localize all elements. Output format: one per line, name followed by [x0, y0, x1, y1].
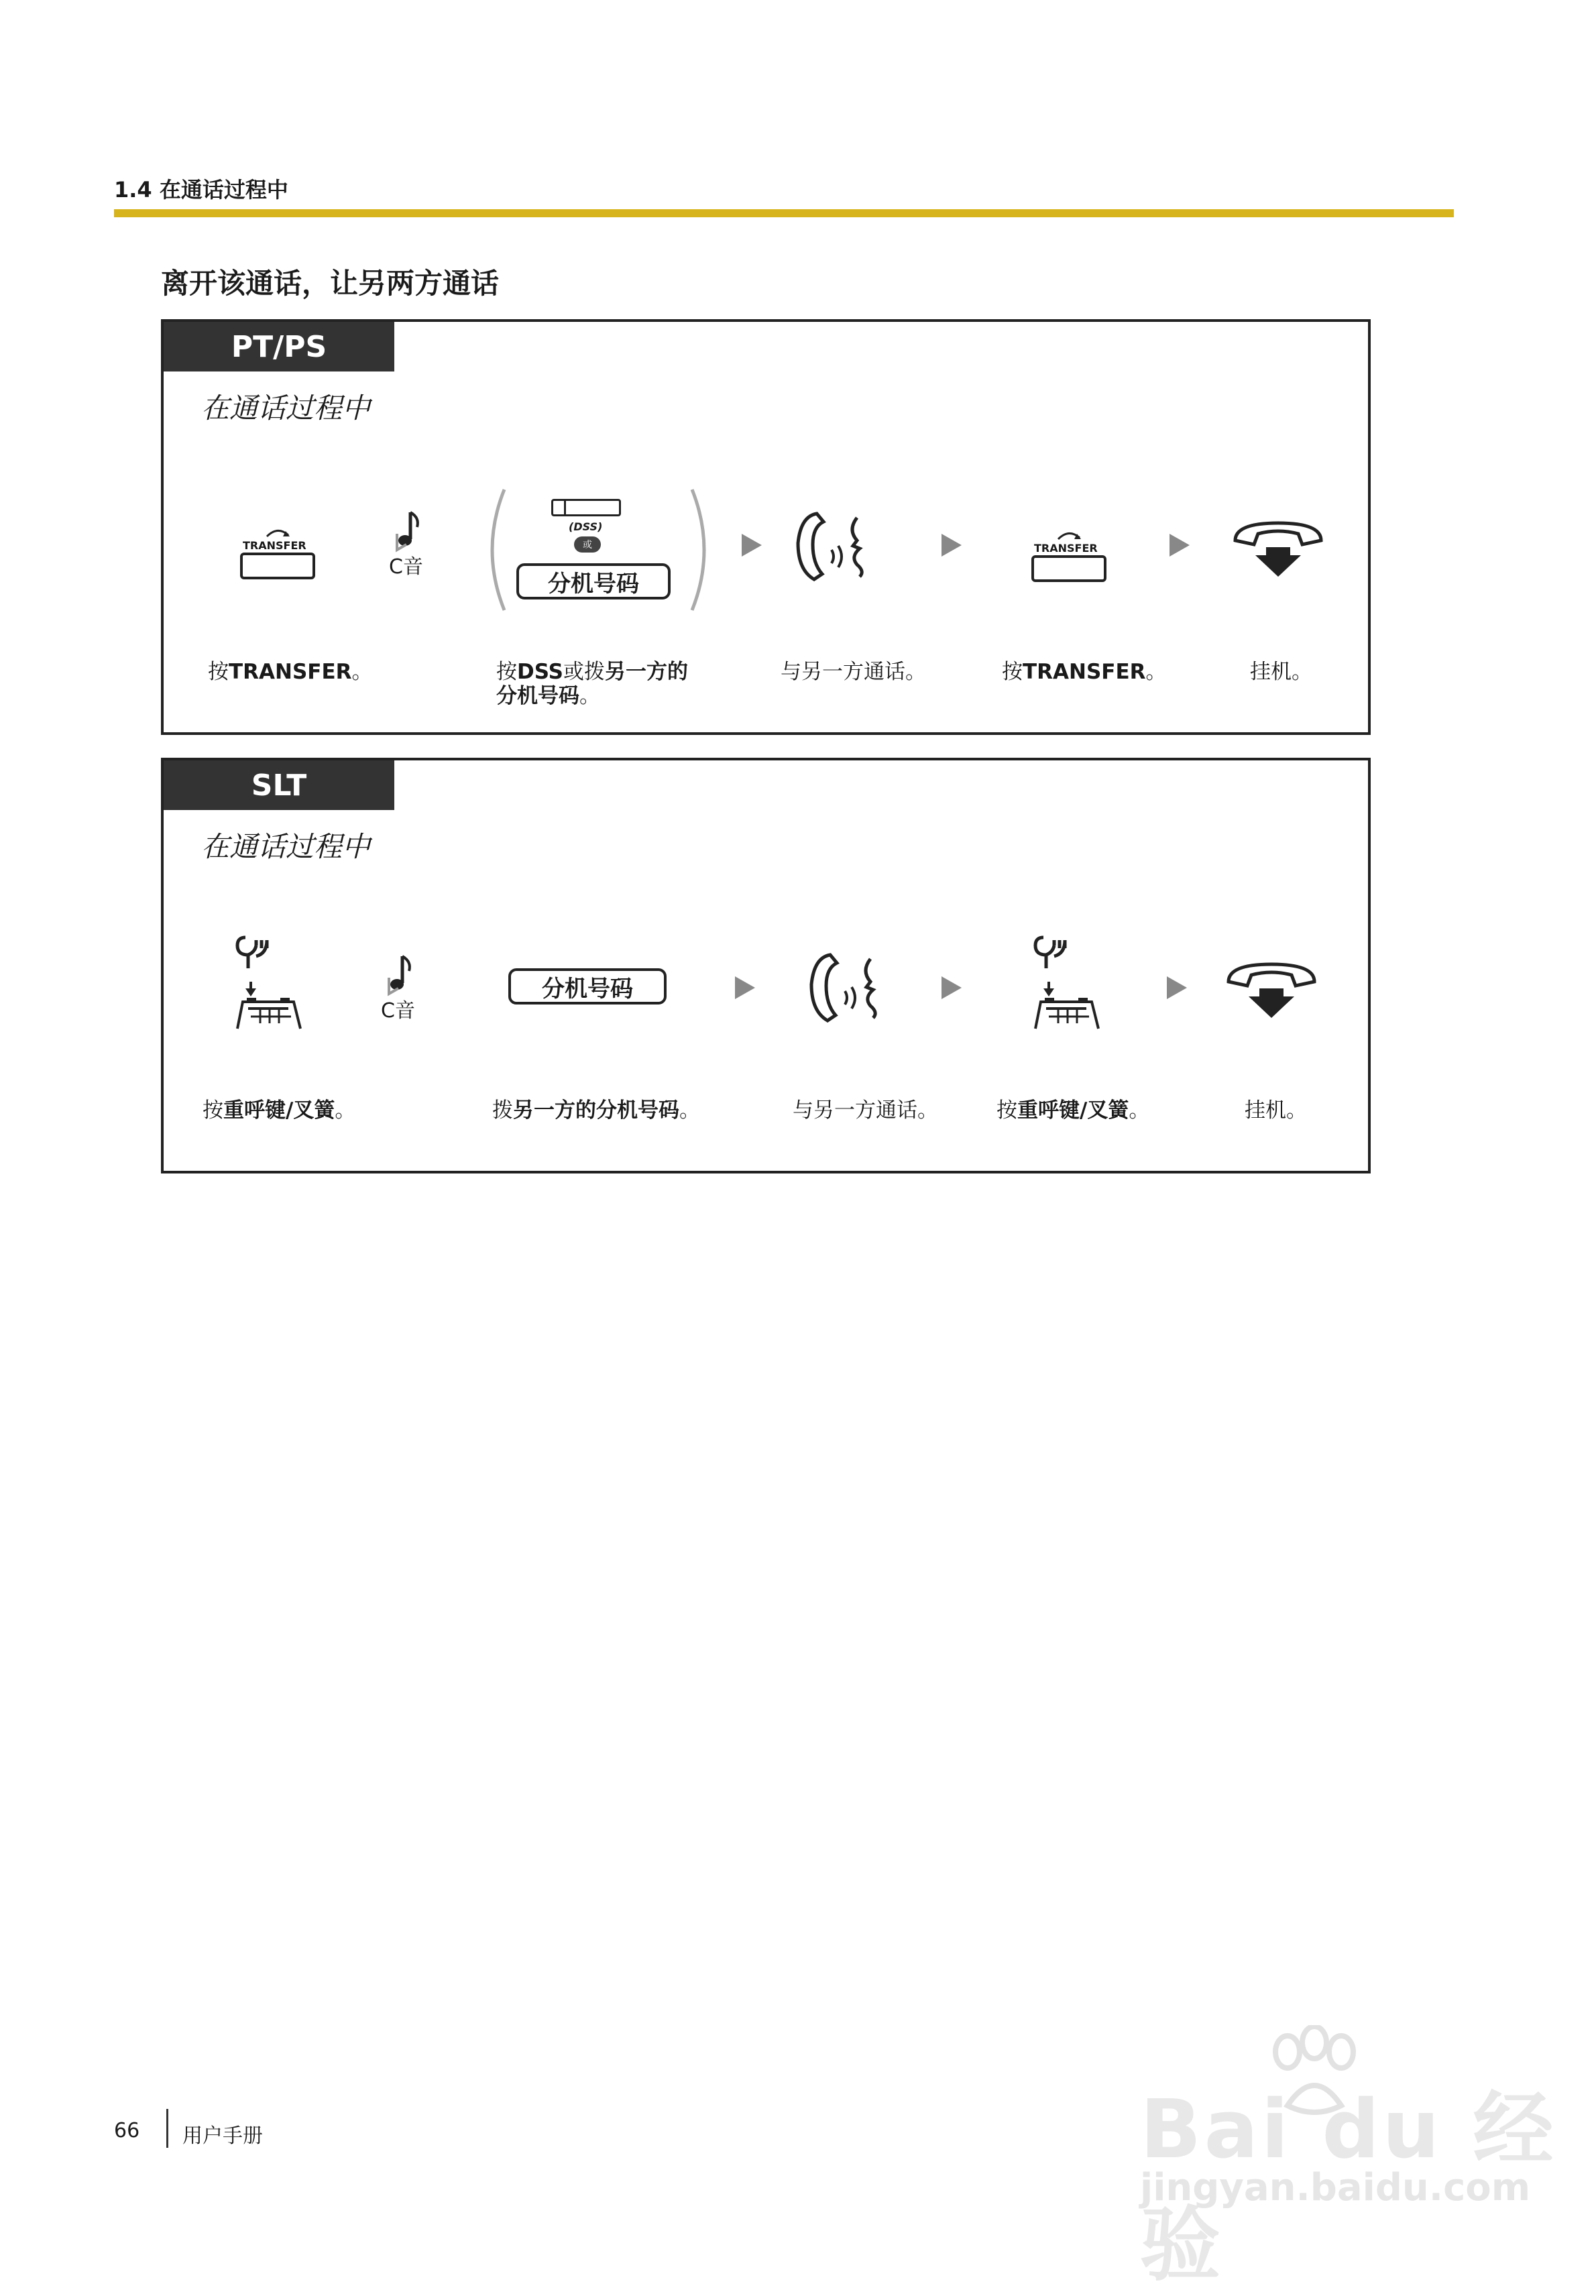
slt-step2-caption: 拨另一方的分机号码。 [492, 1098, 700, 1123]
ptps-step1-caption: 按TRANSFER。 [208, 660, 373, 684]
ptps-step2-caption: 按DSS或拨另一方的 分机号码。 [496, 660, 688, 708]
slt-step1-caption: 按重呼键/叉簧。 [203, 1098, 356, 1123]
footer-divider [166, 2109, 168, 2148]
dss-key[interactable] [551, 499, 621, 516]
talk-icon [803, 951, 891, 1025]
music-note-icon [381, 951, 421, 998]
step-arrow-icon [1167, 976, 1187, 999]
confirm-tone [381, 951, 435, 1025]
step-arrow-icon [1170, 534, 1190, 557]
step-arrow-icon [742, 534, 762, 557]
transfer-key-icon [1029, 524, 1109, 585]
hang-up-icon [1231, 518, 1325, 585]
step-arrow-icon [942, 976, 962, 999]
slt-subtitle: 在通话过程中 [201, 830, 371, 863]
dss-or-ext-group [484, 483, 712, 617]
step-arrow-icon [735, 976, 755, 999]
slt-step5-caption: 挂机。 [1245, 1098, 1307, 1123]
or-label: 或 [583, 540, 592, 551]
ptps-step4-caption: 按TRANSFER。 [1002, 660, 1167, 684]
talk-icon [790, 510, 877, 583]
slt-tag: SLT [164, 760, 394, 810]
dss-label: (DSS) [569, 520, 603, 533]
page-number: 66 [114, 2119, 140, 2142]
confirm-tone [389, 507, 443, 581]
flash-hookswitch-icon [1029, 935, 1109, 1035]
transfer-key-label: TRANSFER [1034, 542, 1098, 555]
ptps-step5-caption: 挂机。 [1250, 660, 1312, 684]
section-divider [114, 209, 1454, 217]
slt-panel [161, 758, 1371, 1173]
ptps-tag: PT/PS [164, 322, 394, 371]
transfer-key[interactable] [1031, 555, 1106, 582]
tone-label: C音 [389, 555, 423, 579]
hang-up-icon [1224, 959, 1318, 1026]
ext-number-key[interactable]: 分机号码 [516, 563, 671, 599]
slt-step4-caption: 按重呼键/叉簧。 [996, 1098, 1150, 1123]
document-name: 用户手册 [182, 2124, 263, 2148]
ptps-step3-caption: 与另一方通话。 [781, 660, 926, 684]
transfer-key-icon [237, 522, 318, 582]
flash-hookswitch-icon [231, 935, 311, 1035]
music-note-icon [389, 507, 429, 554]
tone-label: C音 [381, 999, 415, 1023]
watermark-brand: Bai du 经验 [1140, 2083, 1556, 2292]
transfer-key[interactable] [240, 553, 315, 579]
or-badge [574, 536, 601, 553]
section-header: 1.4 在通话过程中 [114, 177, 288, 203]
watermark-url: jingyan.baidu.com [1140, 2166, 1531, 2209]
step-arrow-icon [942, 534, 962, 557]
ptps-subtitle: 在通话过程中 [201, 392, 371, 424]
ptps-panel [161, 319, 1371, 735]
ext-number-key[interactable]: 分机号码 [508, 968, 667, 1005]
transfer-key-label: TRANSFER [243, 539, 306, 552]
page-title: 离开该通话，让另两方通话 [161, 267, 500, 300]
slt-step3-caption: 与另一方通话。 [793, 1098, 938, 1123]
